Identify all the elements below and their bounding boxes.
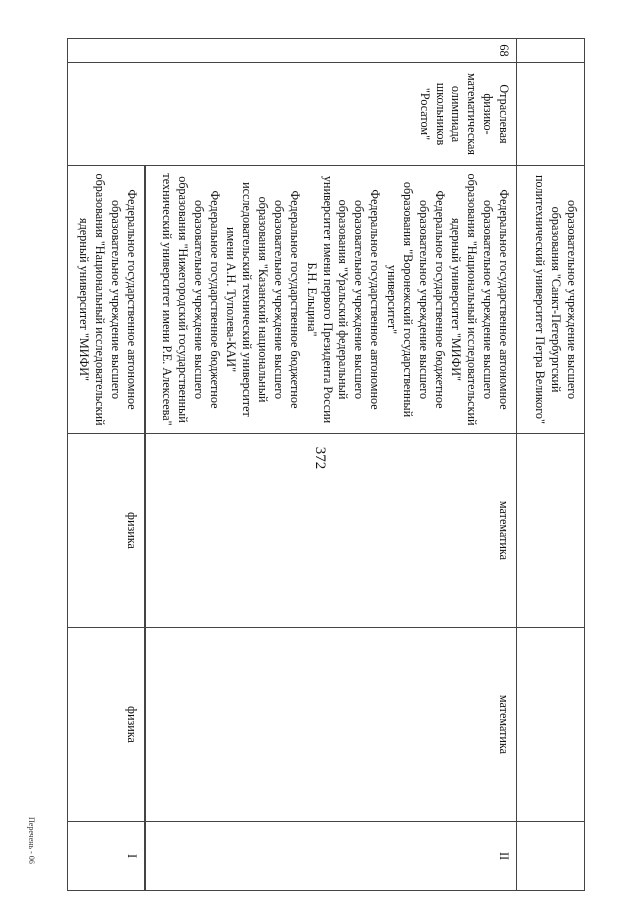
profile-cell-empty (517, 434, 585, 628)
table-frame (67, 38, 585, 890)
level-cell-empty (517, 822, 585, 891)
rotated-table (67, 38, 585, 890)
profile-cell: математика (145, 434, 517, 628)
profile-cell: физика (68, 434, 145, 628)
olympiad-cell-empty (517, 63, 585, 166)
number-cell: 68 (68, 39, 517, 63)
subject-cell: физика (68, 628, 145, 822)
organizations-cell (145, 166, 517, 434)
level-cell: I (68, 822, 145, 891)
olympiad-name-cell: Отраслевая физико-математическая олимпиада школьников "Росатом" (68, 63, 517, 166)
list-item: Федеральное государственное бюджетное образовательное учреждение высшего образования "Казанский национальный исследовательский технический университет имени А.Н. Туполева-КАИ" (224, 182, 302, 417)
organization-cell: образовательное учреждение высшего образования "Санкт-Петербургский политехнический университет Петра Великого" (517, 166, 585, 434)
footer-note: Перечень - 06 (27, 817, 36, 864)
list-item: Федеральное государственное бюджетное образовательное учреждение высшего образования "Воронежский государственный университет" (384, 181, 447, 418)
list-item: Федеральное государственное автономное образовательное учреждение высшего образования "Национальный исследовательский ядерный университет "МИФИ" (77, 173, 139, 426)
table-row (145, 39, 517, 891)
table-row-continuation (517, 39, 585, 891)
list-item: Федеральное государственное автономное образовательное учреждение высшего образования "Национальный исследовательский ядерный университет "МИФИ" (449, 173, 511, 426)
page-number: 372 (312, 446, 328, 470)
number-cell-empty (517, 39, 585, 63)
level-cell: II (145, 822, 517, 891)
table-row (68, 39, 145, 891)
organization-list (75, 170, 138, 429)
list-item: Федеральное государственное бюджетное образовательное учреждение высшего образования "Нижегородский государственный технический университет имени Р.Е. Алексеева" (159, 173, 222, 426)
organization-list (158, 170, 511, 429)
organizations-cell (68, 166, 145, 434)
subject-cell: математика (145, 628, 517, 822)
olympiad-table (67, 38, 585, 891)
subject-cell-empty (517, 628, 585, 822)
list-item: Федеральное государственное автономное образовательное учреждение высшего образования "Уральский федеральный университет имени первого Президента России Б.Н. Ельцина" (304, 175, 383, 424)
